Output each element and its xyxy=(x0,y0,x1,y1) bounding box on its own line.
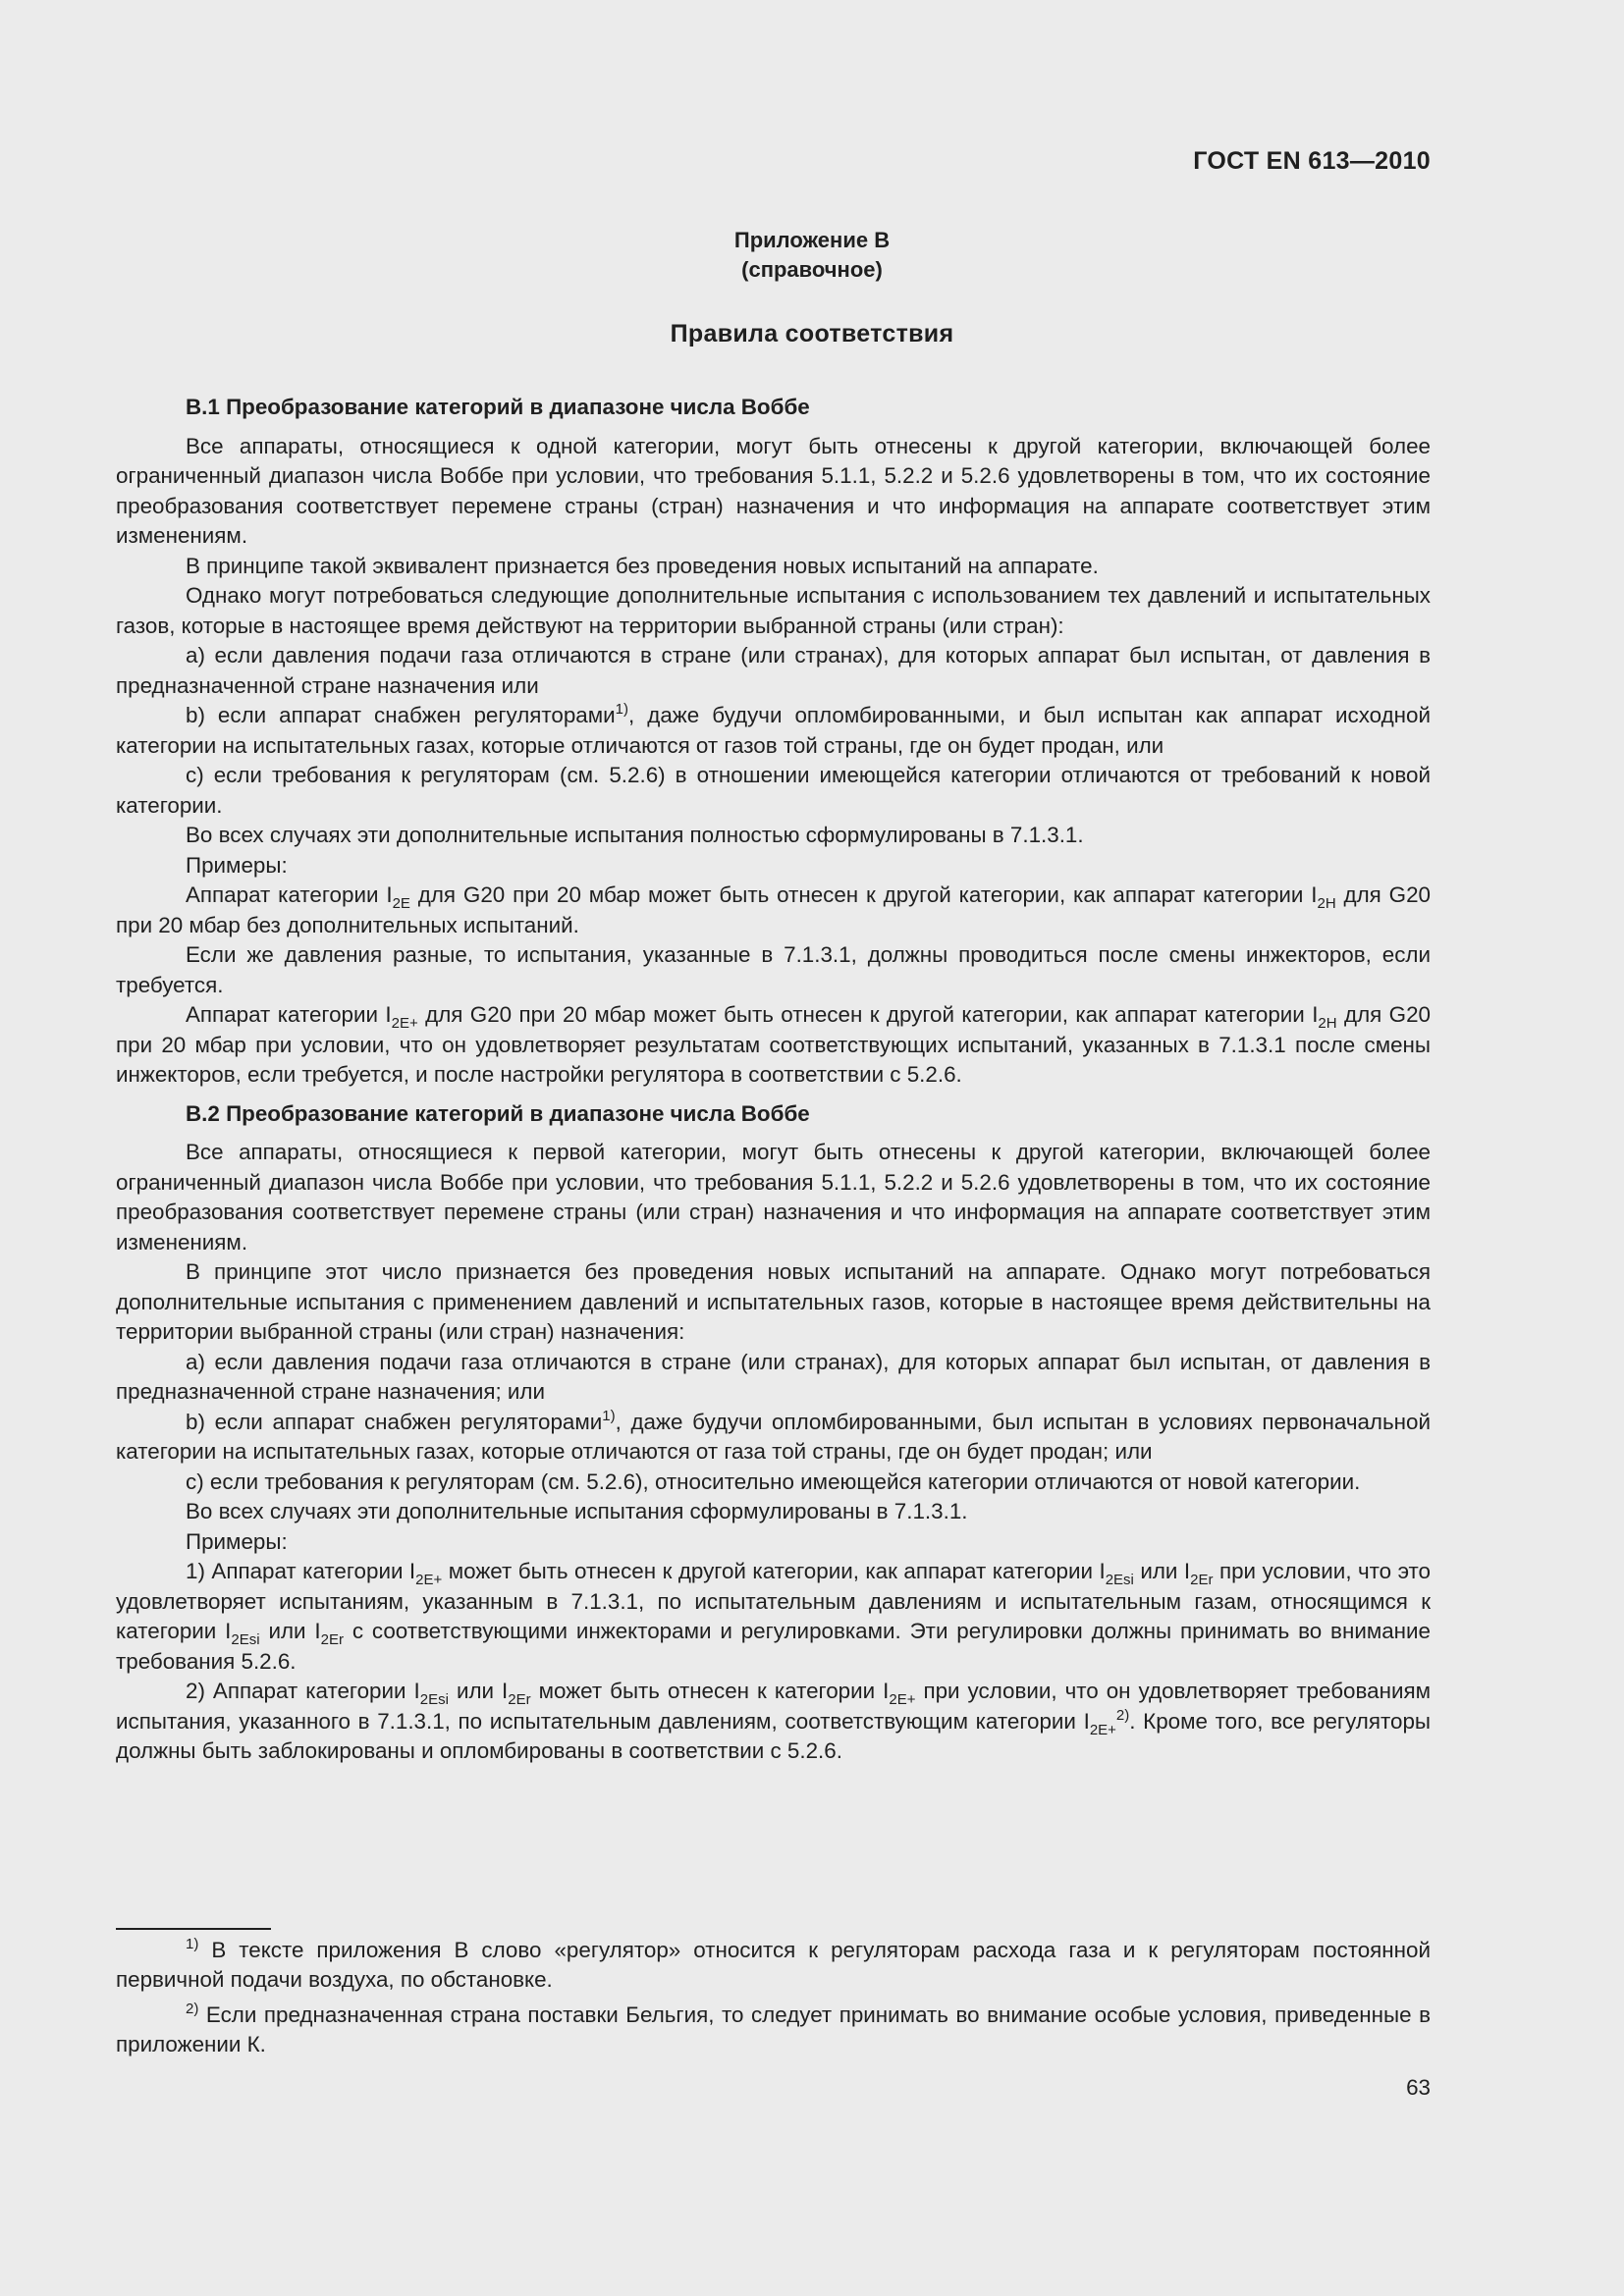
list-item: b) если аппарат снабжен регуляторами$^{1)}$, даже будучи опломбированными, и был испытан как аппарат исходной категории на испытательных газах, которые отличаются от газов той страны, где он будет продан, или xyxy=(116,701,1431,758)
example-paragraph: Аппарат категории $I_{2E+}$ для G20 при 20 мбар может быть отнесен к другой категории, как аппарат категории $I_{2H}$ для G20 при 20 мбар при условии, что он удовлетворяет результатам соответствующих испытаний, указанных в 7.1.3.1 после смены инжекторов, если требуется, и после настройки регулятора в соответствии с 5.2.6. xyxy=(116,1002,1431,1087)
paragraph: В принципе этот число признается без проведения новых испытаний на аппарате. Однако могут потребоваться дополнительные испытания с применением давлений и испытательных газов, которые в настоящее время действительны на территории выбранной страны (или стран) назначения: xyxy=(116,1259,1431,1344)
list-item: а) если давления подачи газа отличаются в стране (или странах), для которых аппарат был испытан, от давления в предназначенной стране назначения; или xyxy=(116,1349,1431,1404)
footnotes xyxy=(116,1936,1431,2065)
example-paragraph: 2) Аппарат категории $I_{2Esi}$ или $I_{2Er}$ может быть отнесен к категории $I_{2E+}$ при условии, что он удовлетворяет требованиям испытания, указанного в 7.1.3.1, по испытательным давлениям, соответствующим категории $I_{2E+}^{2)}$. Кроме того, все регуляторы должны быть заблокированы и опломбированы в соответствии с 5.2.6. xyxy=(116,1679,1431,1763)
list-item: с) если требования к регуляторам (см. 5.2.6), относительно имеющейся категории отличаются от новой категории. xyxy=(186,1468,1361,1494)
annex-heading: Правила соответствия xyxy=(670,320,954,347)
list-item: b) если аппарат снабжен регуляторами$^{1)}$, даже будучи опломбированными, был испытан в условиях первоначальной категории на испытательных газах, которые отличаются от газа той страны, где он будет продан; или xyxy=(116,1407,1431,1464)
paragraph: В принципе такой эквивалент признается без проведения новых испытаний на аппарате. xyxy=(186,553,1099,578)
footnote-ref: 1) xyxy=(602,1407,616,1424)
list-item: с) если требования к регуляторам (см. 5.2.6) в отношении имеющейся категории отличаются от требований к новой категории. xyxy=(116,763,1431,818)
standard-code: ГОСТ EN 613—2010 xyxy=(1193,147,1431,175)
document-body xyxy=(116,393,1431,1767)
paragraph: Во всех случаях эти дополнительные испытания сформулированы в 7.1.3.1. xyxy=(186,1499,968,1523)
section-b2-heading: В.2 Преобразование категорий в диапазоне числа Воббе xyxy=(186,1100,810,1126)
page-number: 63 xyxy=(1406,2075,1431,2100)
examples-label: Примеры: xyxy=(186,1528,288,1554)
examples-label: Примеры: xyxy=(186,852,288,878)
footnote-2: $^{2)}$ Если предназначенная страна поставки Бельгия, то следует принимать во внимание особые условия, приведенные в приложении К. xyxy=(116,2001,1431,2056)
annex-type: (справочное) xyxy=(741,257,883,282)
example-paragraph: Аппарат категории $I_{2E}$ для G20 при 20 мбар может быть отнесен к другой категории, как аппарат категории $I_{2H}$ для G20 при 20 мбар без дополнительных испытаний. xyxy=(116,882,1431,937)
annex-title: Приложение В xyxy=(733,228,891,252)
paragraph: Все аппараты, относящиеся к одной категории, могут быть отнесены к другой категории, включающей более ограниченный диапазон числа Воббе при условии, что требования 5.1.1, 5.2.2 и 5.2.6 удовлетворены в том, что их состояние преобразования соответствует перемене страны (стран) назначения и что информация на аппарате соответствует этим изменениям. xyxy=(116,433,1431,548)
section-b1-heading: В.1 Преобразование категорий в диапазоне числа Воббе xyxy=(186,395,810,419)
footnote-ref: 1) xyxy=(615,701,629,718)
list-item: а) если давления подачи газа отличаются в стране (или странах), для которых аппарат был испытан, от давления в предназначенной стране назначения или xyxy=(116,643,1431,698)
footnote-1: $^{1)}$ В тексте приложения В слово «регулятор» относится к регуляторам расхода газа и к регуляторам постоянной первичной подачи воздуха, по обстановке. xyxy=(116,1936,1431,1992)
footnote-ref: 2) xyxy=(1115,1706,1130,1724)
paragraph: Все аппараты, относящиеся к первой категории, могут быть отнесены к другой категории, включающей более ограниченный диапазон числа Воббе при условии, что требования 5.1.1, 5.2.2 и 5.2.6 удовлетворены в том, что их состояние преобразования соответствует перемене страны (или стран) назначения и что информация на аппарате соответствует этим изменениям. xyxy=(116,1140,1431,1255)
paragraph: Во всех случаях эти дополнительные испытания полностью сформулированы в 7.1.3.1. xyxy=(186,823,1084,847)
footnote-separator xyxy=(116,1928,271,1930)
paragraph: Если же давления разные, то испытания, указанные в 7.1.3.1, должны проводиться после смены инжекторов, если требуется. xyxy=(116,942,1431,997)
paragraph: Однако могут потребоваться следующие дополнительные испытания с использованием тех давлений и испытательных газов, которые в настоящее время действуют на территории выбранной страны (или стран): xyxy=(116,583,1431,638)
example-paragraph: 1) Аппарат категории $I_{2E+}$ может быть отнесен к другой категории, как аппарат категории $I_{2Esi}$ или $I_{2Er}$ при условии, что это удовлетворяет испытаниям, указанным в 7.1.3.1, по испытательным давлениям и испытательным газам, относящимся к категории $I_{2Esi}$ или $I_{2Er}$ с соответствующими инжекторами и регулировками. Эти регулировки должны принимать во внимание требования 5.2.6. xyxy=(116,1559,1431,1674)
